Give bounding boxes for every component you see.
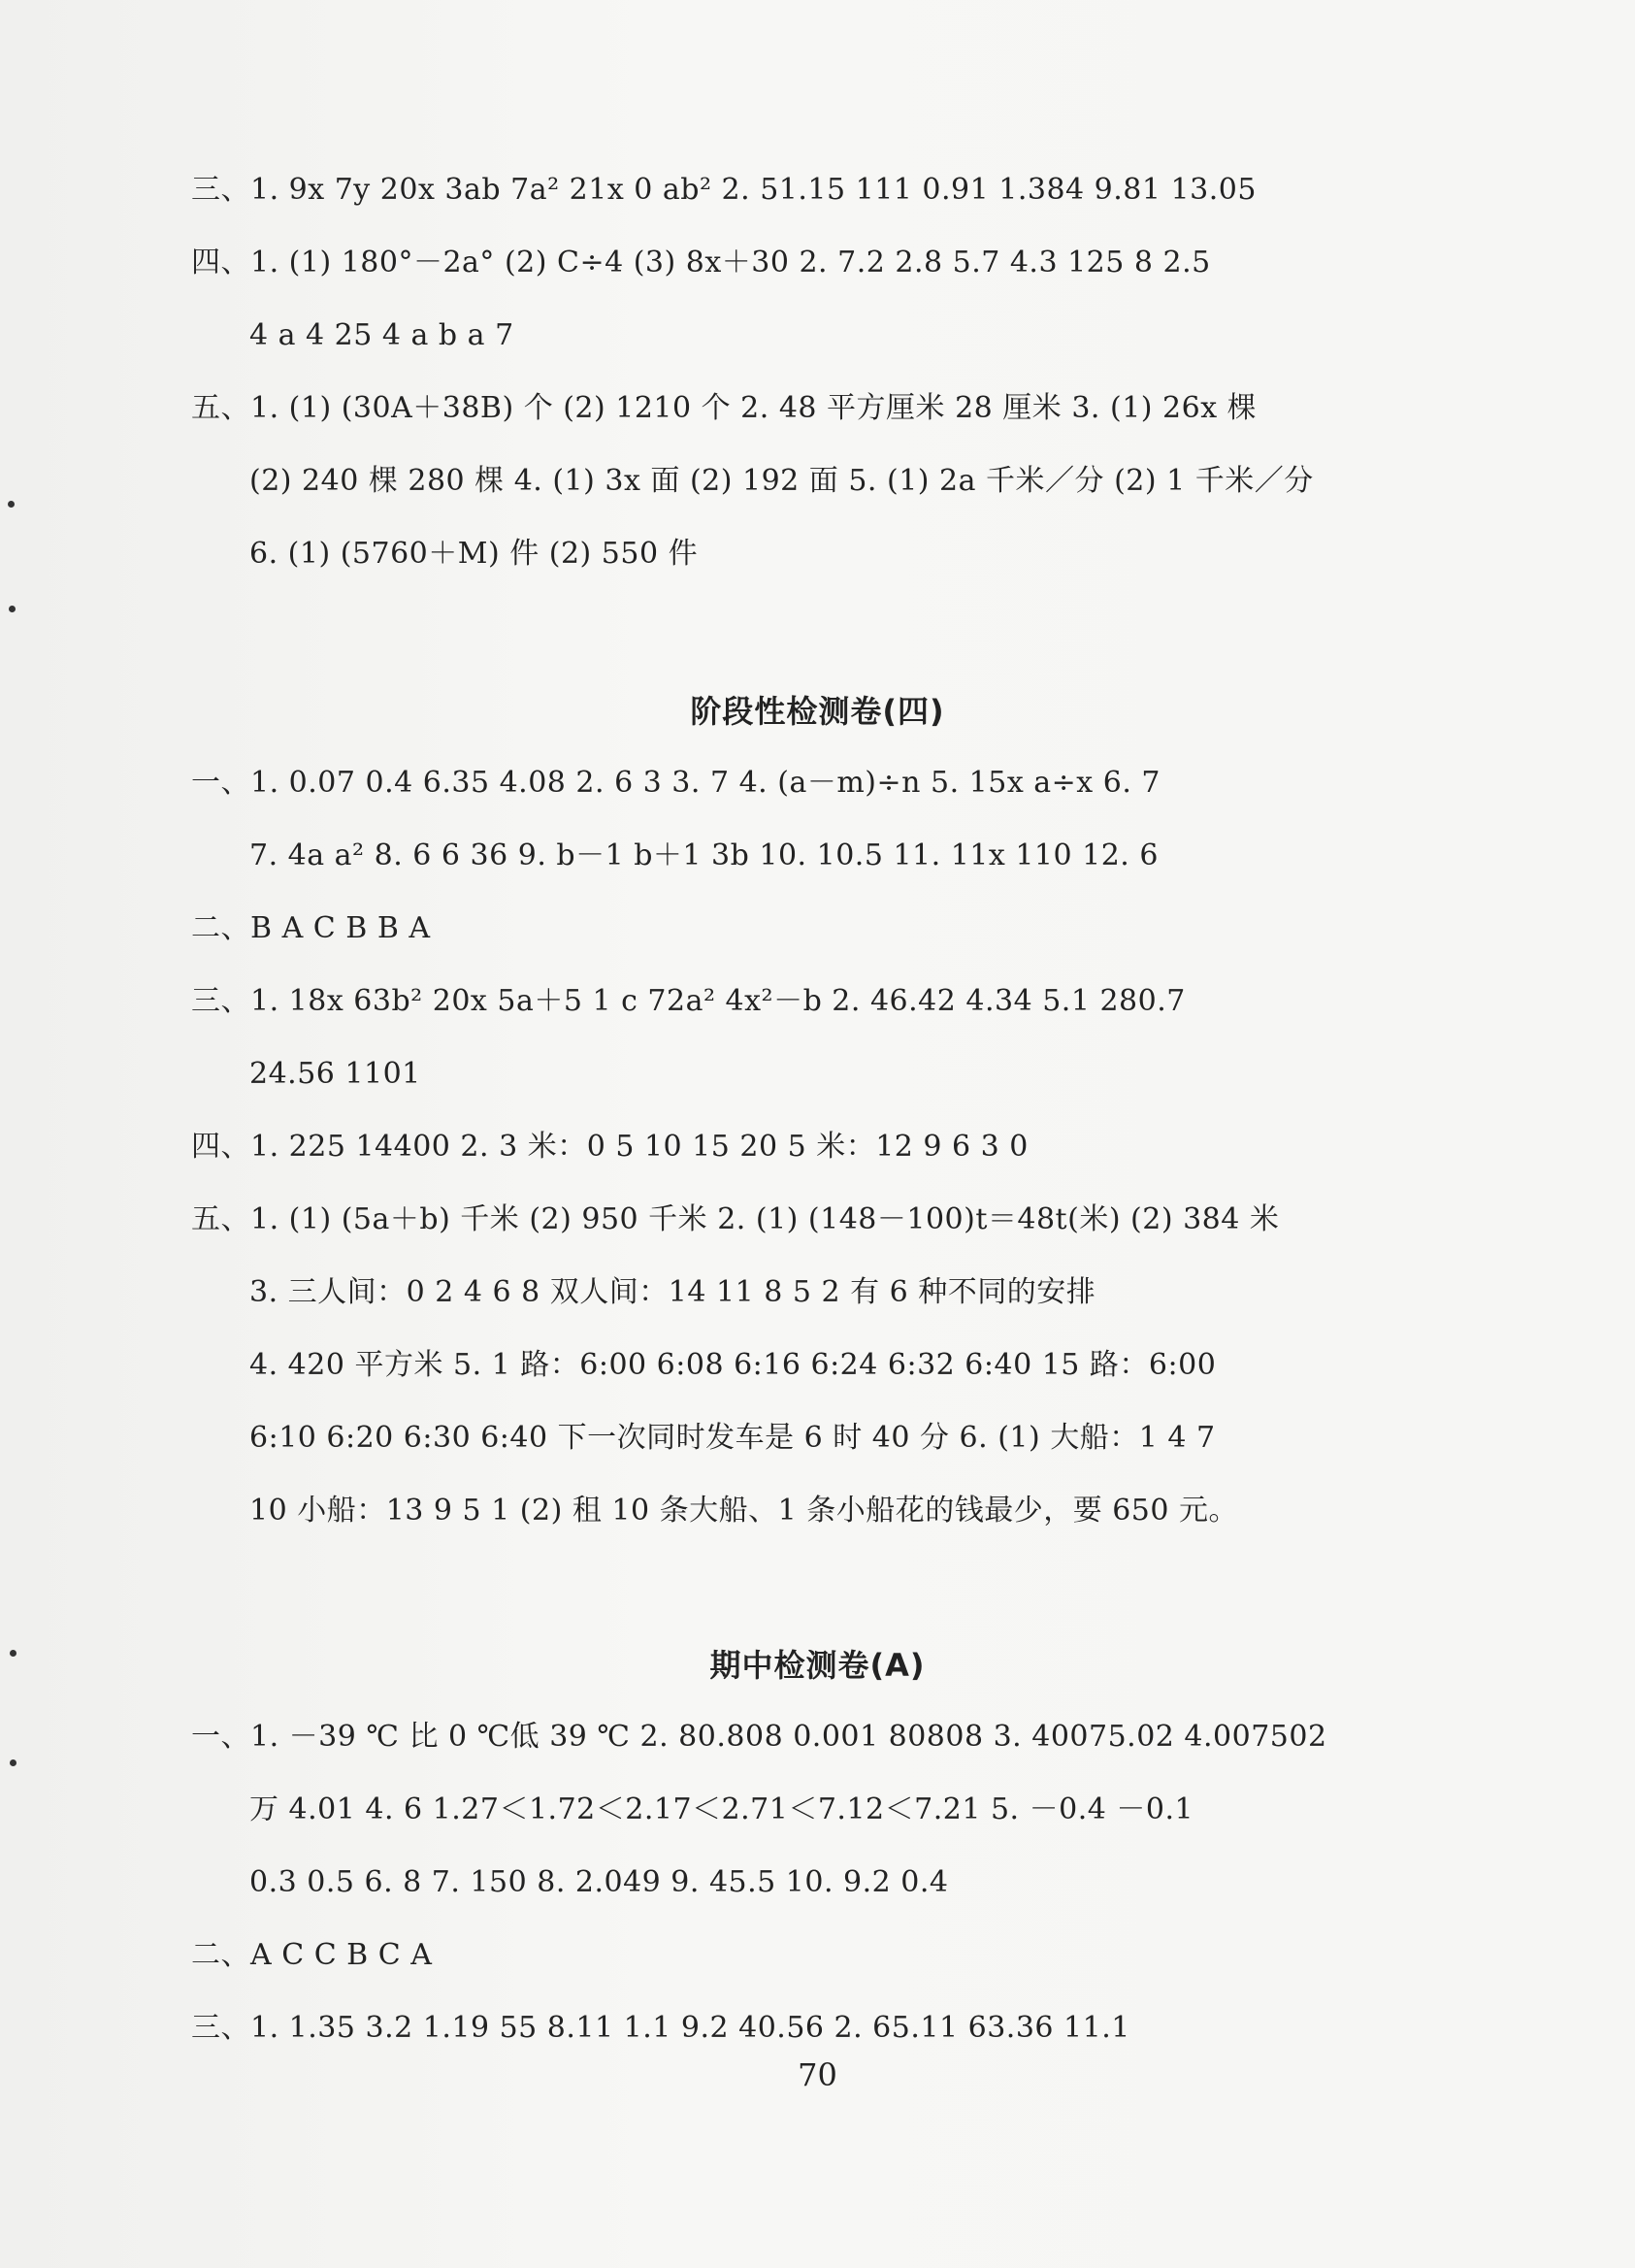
answer-line: 一、1. 0.07 0.4 6.35 4.08 2. 6 3 3. 7 4. (a－m)÷n 5. 15x a÷x 6. 7 <box>191 766 1161 800</box>
answer-line: 4. 420 平方米 5. 1 路：6:00 6:08 6:16 6:24 6:32 6:40 15 路：6:00 <box>249 1348 1217 1382</box>
answer-line: 五、1. (1) (30A＋38B) 个 (2) 1210 个 2. 48 平方厘米 28 厘米 3. (1) 26x 棵 <box>191 391 1258 425</box>
page-number: 70 <box>798 2056 837 2093</box>
answer-line: 二、B A C B B A <box>191 911 431 945</box>
answer-line: 四、1. (1) 180°－2a° (2) C÷4 (3) 8x＋30 2. 7.2 2.8 5.7 4.3 125 8 2.5 <box>191 246 1211 279</box>
answer-line: 6:10 6:20 6:30 6:40 下一次同时发车是 6 时 40 分 6. (1) 大船：1 4 7 <box>249 1421 1216 1455</box>
section-title: 期中检测卷(A) <box>709 1647 926 1684</box>
answer-line: 一、1. －39 ℃ 比 0 ℃低 39 ℃ 2. 80.808 0.001 80808 3. 40075.02 4.007502 <box>191 1720 1327 1754</box>
answer-line: 4 a 4 25 4 a b a 7 <box>249 318 514 352</box>
answer-line: 三、1. 18x 63b² 20x 5a＋5 1 c 72a² 4x²－b 2. 46.42 4.34 5.1 280.7 <box>191 984 1186 1018</box>
binding-hole-mark <box>10 1650 16 1657</box>
section-title: 阶段性检测卷(四) <box>690 693 945 730</box>
answer-line: 7. 4a a² 8. 6 6 36 9. b－1 b＋1 3b 10. 10.5 11. 11x 110 12. 6 <box>249 838 1159 872</box>
answer-line: 二、A C C B C A <box>191 1938 433 1972</box>
answer-line: 6. (1) (5760＋M) 件 (2) 550 件 <box>249 537 699 571</box>
answer-line: 10 小船：13 9 5 1 (2) 租 10 条大船、1 条小船花的钱最少，要 650 元。 <box>249 1494 1239 1528</box>
answer-line: 0.3 0.5 6. 8 7. 150 8. 2.049 9. 45.5 10. 9.2 0.4 <box>249 1865 949 1899</box>
answer-line: 三、1. 9x 7y 20x 3ab 7a² 21x 0 ab² 2. 51.15 111 0.91 1.384 9.81 13.05 <box>191 173 1257 207</box>
binding-hole-mark <box>9 606 16 612</box>
answer-line: 三、1. 1.35 3.2 1.19 55 8.11 1.1 9.2 40.56 2. 65.11 63.36 11.1 <box>191 2011 1130 2045</box>
answer-line: 四、1. 225 14400 2. 3 米：0 5 10 15 20 5 米：12 9 6 3 0 <box>191 1130 1029 1164</box>
answer-line: (2) 240 棵 280 棵 4. (1) 3x 面 (2) 192 面 5. (1) 2a 千米／分 (2) 1 千米／分 <box>249 464 1314 498</box>
answer-line: 五、1. (1) (5a＋b) 千米 (2) 950 千米 2. (1) (148－100)t＝48t(米) (2) 384 米 <box>191 1202 1280 1236</box>
answer-line: 万 4.01 4. 6 1.27＜1.72＜2.17＜2.71＜7.12＜7.21 5. －0.4 －0.1 <box>249 1792 1194 1826</box>
binding-hole-mark <box>10 1759 16 1766</box>
answer-line: 3. 三人间：0 2 4 6 8 双人间：14 11 8 5 2 有 6 种不同的安排 <box>249 1275 1096 1309</box>
answer-line: 24.56 1101 <box>249 1057 421 1091</box>
binding-hole-mark <box>8 501 15 508</box>
